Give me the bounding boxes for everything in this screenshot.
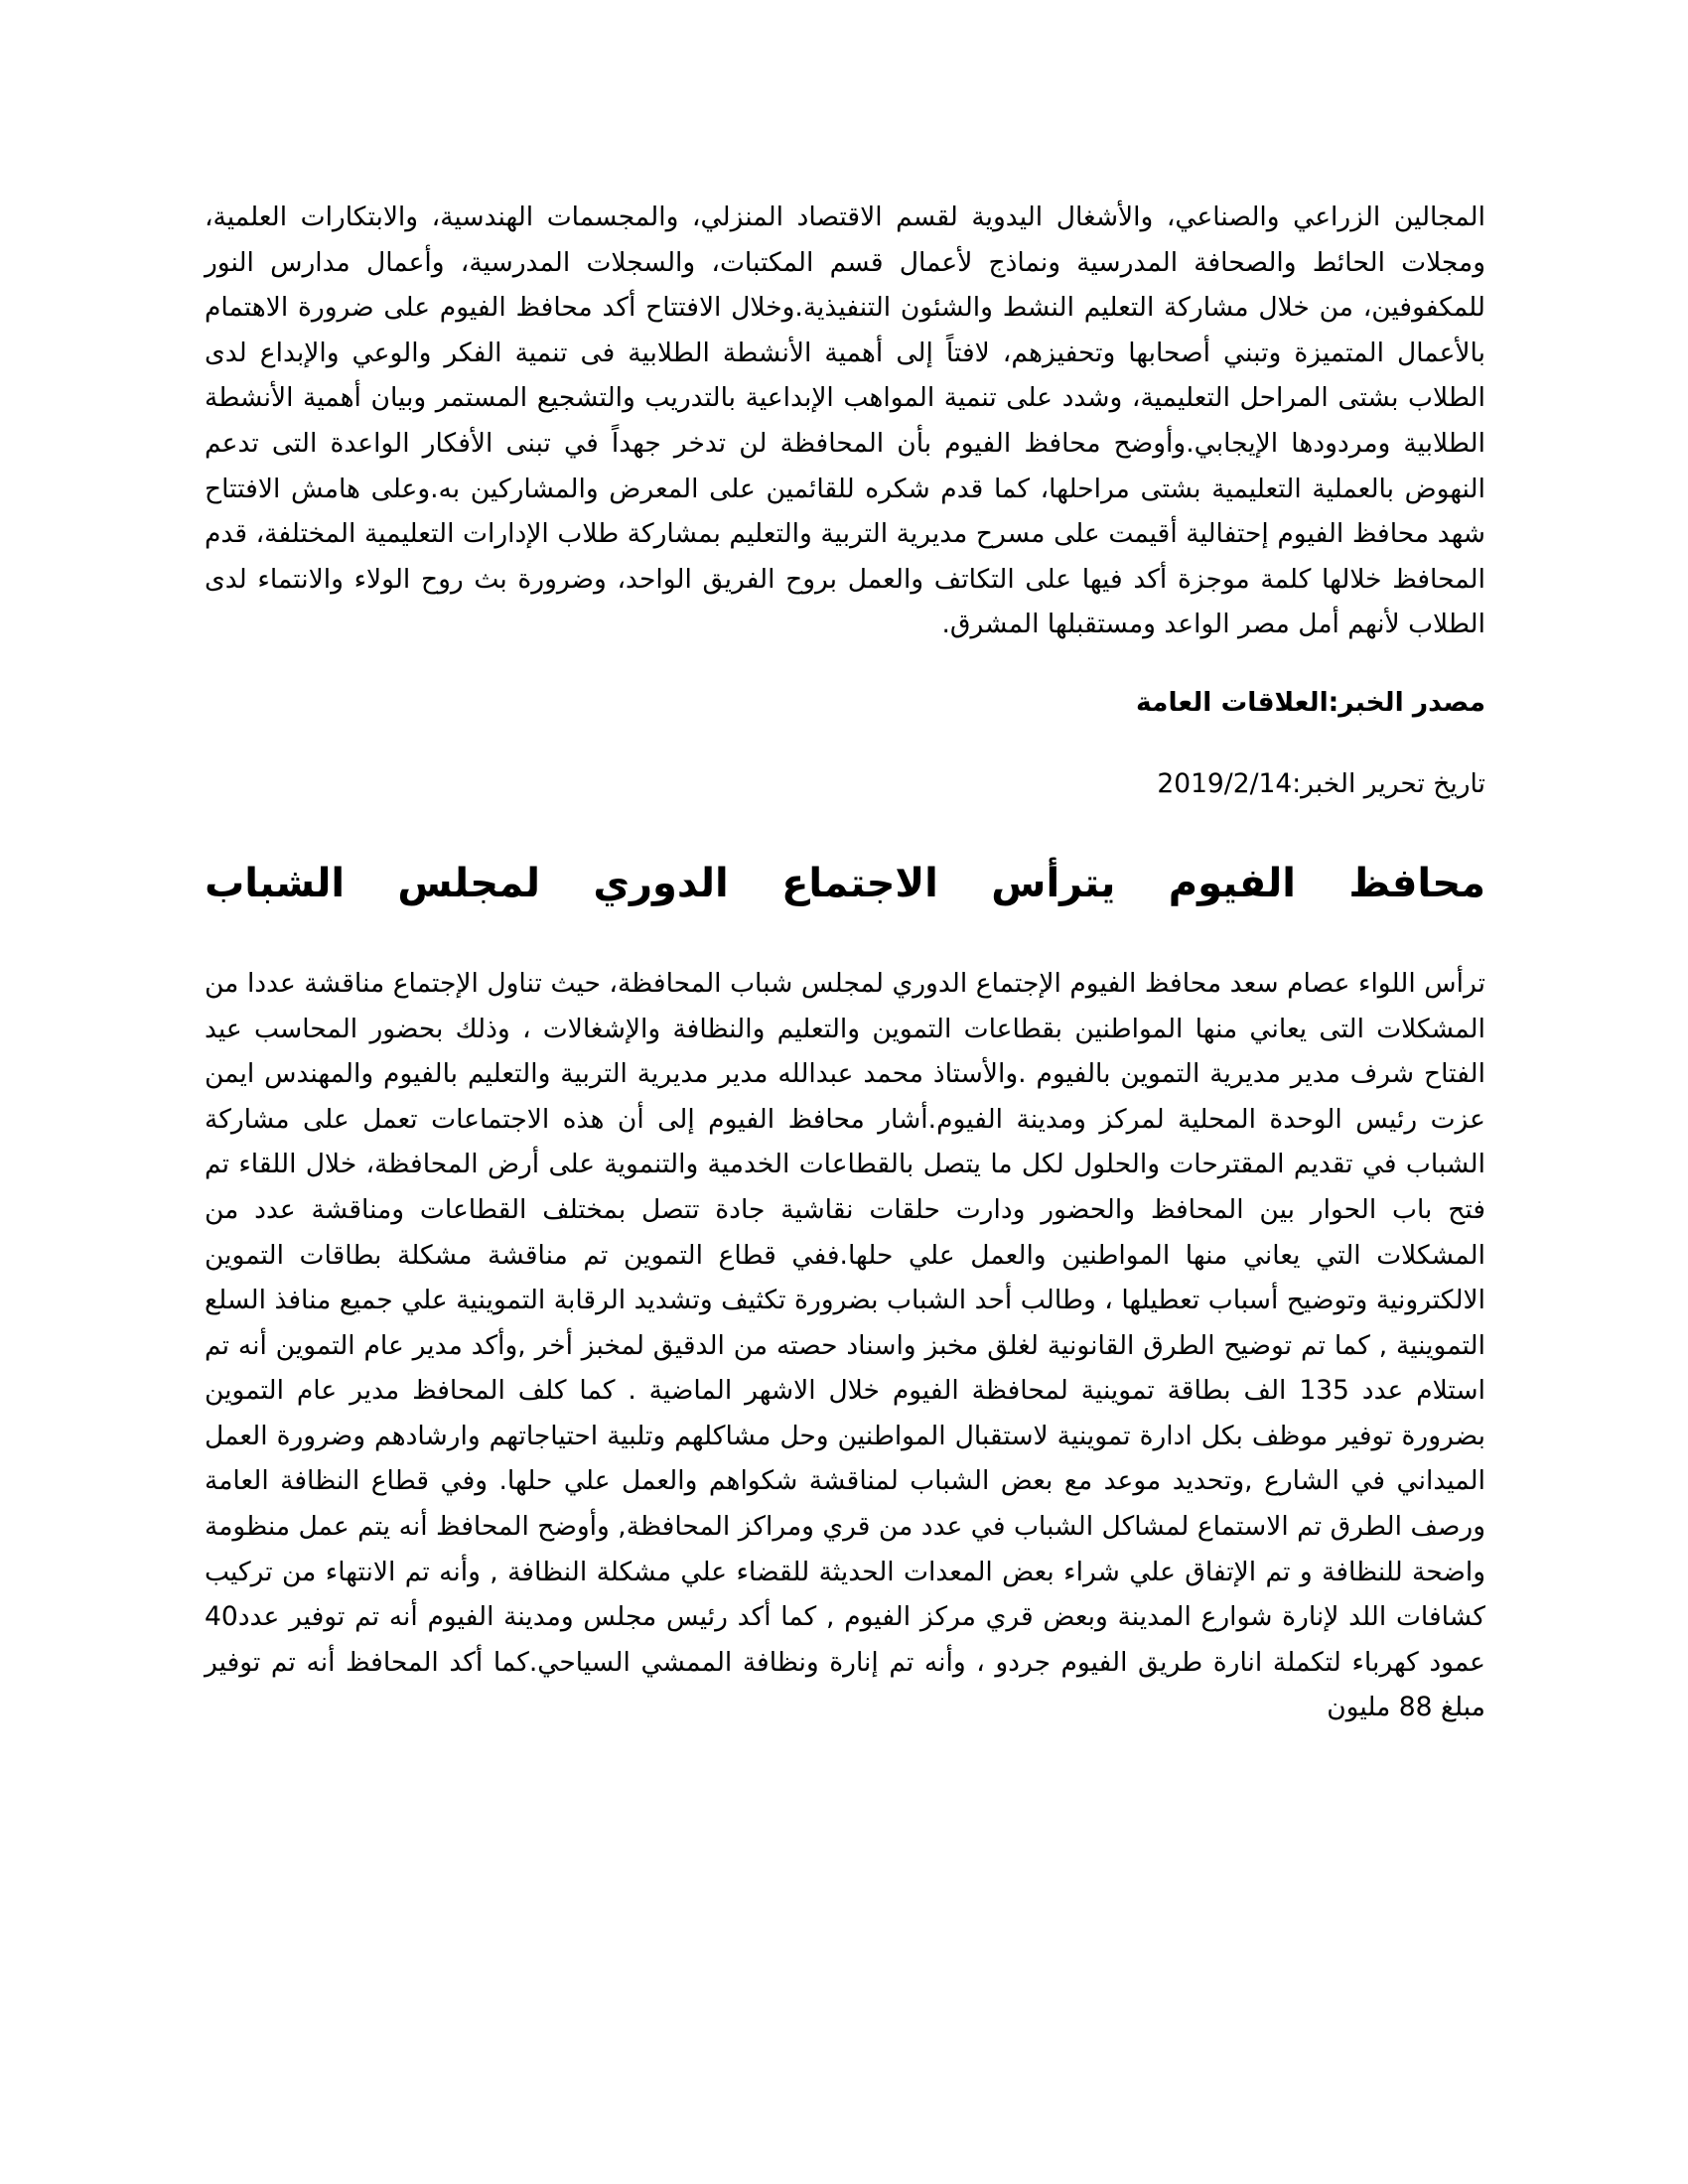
headline-word: الفيوم (1168, 860, 1296, 906)
headline-word: لمجلس (397, 860, 540, 906)
document-page (205, 195, 1485, 1730)
news-source-line: مصدر الخبر:العلاقات العامة (1135, 686, 1485, 718)
news-date-line: تاريخ تحرير الخبر:2019/2/14 (1157, 767, 1485, 799)
article-2-body: ترأس اللواء عصام سعد محافظ الفيوم الإجتماع الدوري لمجلس شباب المحافظة، حيث تناول الإجتماع مناقشة عددا من المشكلات التى يعاني منها المواطنين بقطاعات التموين والتعليم والنظافة والإشغالات ، وذلك بحضور المحاسب عيد الفتاح شرف مدير مديرية التموين بالفيوم .والأستاذ محمد عبدالله مدير مديرية التربية والتعليم بالفيوم والمهندس ايمن عزت رئيس الوحدة المحلية لمركز ومدينة الفيوم.أشار محافظ الفيوم إلى أن هذه الاجتماعات تعمل على مشاركة الشباب في تقديم المقترحات والحلول لكل ما يتصل بالقطاعات الخدمية والتنموية على أرض المحافظة، خلال اللقاء تم فتح باب الحوار بين المحافظ والحضور ودارت حلقات نقاشية جادة تتصل بمختلف القطاعات ومناقشة عدد من المشكلات التي يعاني منها المواطنين والعمل علي حلها.ففي قطاع التموين تم مناقشة مشكلة بطاقات التموين الالكترونية وتوضيح أسباب تعطيلها ، وطالب أحد الشباب بضرورة تكثيف وتشديد الرقابة التموينية علي جميع منافذ السلع التموينية , كما تم توضيح الطرق القانونية لغلق مخبز واسناد حصته من الدقيق لمخبز أخر ,وأكد مدير عام التموين أنه تم استلام عدد 135 الف بطاقة تموينية لمحافظة الفيوم خلال الاشهر الماضية . كما كلف المحافظ مدير عام التموين بضرورة توفير موظف بكل ادارة تموينية لاستقبال المواطنين وحل مشاكلهم وتلبية احتياجاتهم وارشادهم وضرورة العمل الميداني في الشارع ,وتحديد موعد مع بعض الشباب لمناقشة شكواهم والعمل علي حلها. وفي قطاع النظافة العامة ورصف الطرق تم الاستماع لمشاكل الشباب في عدد من قري ومراكز المحافظة, وأوضح المحافظ أنه يتم عمل منظومة واضحة للنظافة و تم الإتفاق علي شراء بعض المعدات الحديثة للقضاء علي مشكلة النظافة , وأنه تم الانتهاء من تركيب كشافات اللد لإنارة شوارع المدينة وبعض قري مركز الفيوم , كما أكد رئيس مجلس ومدينة الفيوم أنه تم توفير عدد40 عمود كهرباء لتكملة انارة طريق الفيوم جردو ، وأنه تم إنارة ونظافة الممشي السياحي.كما أكد المحافظ أنه تم توفير مبلغ 88 مليون (205, 967, 1485, 1723)
headline-word: يترأس (991, 860, 1116, 906)
headline-word: الشباب (205, 860, 346, 906)
headline-word: الاجتماع (781, 860, 938, 906)
headline-word: محافظ (1348, 860, 1485, 906)
article-2-headline (205, 856, 1485, 911)
headline-word: الدوري (593, 860, 729, 906)
article-1-body: المجالين الزراعي والصناعي، والأشغال اليدوية لقسم الاقتصاد المنزلي، والمجسمات الهندسية، والابتكارات العلمية، ومجلات الحائط والصحافة المدرسية ونماذج لأعمال قسم المكتبات، والسجلات المدرسية، وأعمال مدارس النور للمكفوفين، من خلال مشاركة التعليم النشط والشئون التنفيذية.وخلال الافتتاح أكد محافظ الفيوم على ضرورة الاهتمام بالأعمال المتميزة وتبني أصحابها وتحفيزهم، لافتاً إلى أهمية الأنشطة الطلابية فى تنمية الفكر والوعي والإبداع لدى الطلاب بشتى المراحل التعليمية، وشدد على تنمية المواهب الإبداعية بالتدريب والتشجيع المستمر وبيان أهمية الأنشطة الطلابية ومردودها الإيجابي.وأوضح محافظ الفيوم بأن المحافظة لن تدخر جهداً في تبنى الأفكار الواعدة التى تدعم النهوض بالعملية التعليمية بشتى مراحلها، كما قدم شكره للقائمين على المعرض والمشاركين به.وعلى هامش الافتتاح شهد محافظ الفيوم إحتفالية أقيمت على مسرح مديرية التربية والتعليم بمشاركة طلاب الإدارات التعليمية المختلفة، قدم المحافظ خلالها كلمة موجزة أكد فيها على التكاتف والعمل بروح الفريق الواحد، وضرورة بث روح الولاء والانتماء لدى الطلاب لأنهم أمل مصر الواعد ومستقبلها المشرق. (205, 202, 1485, 640)
